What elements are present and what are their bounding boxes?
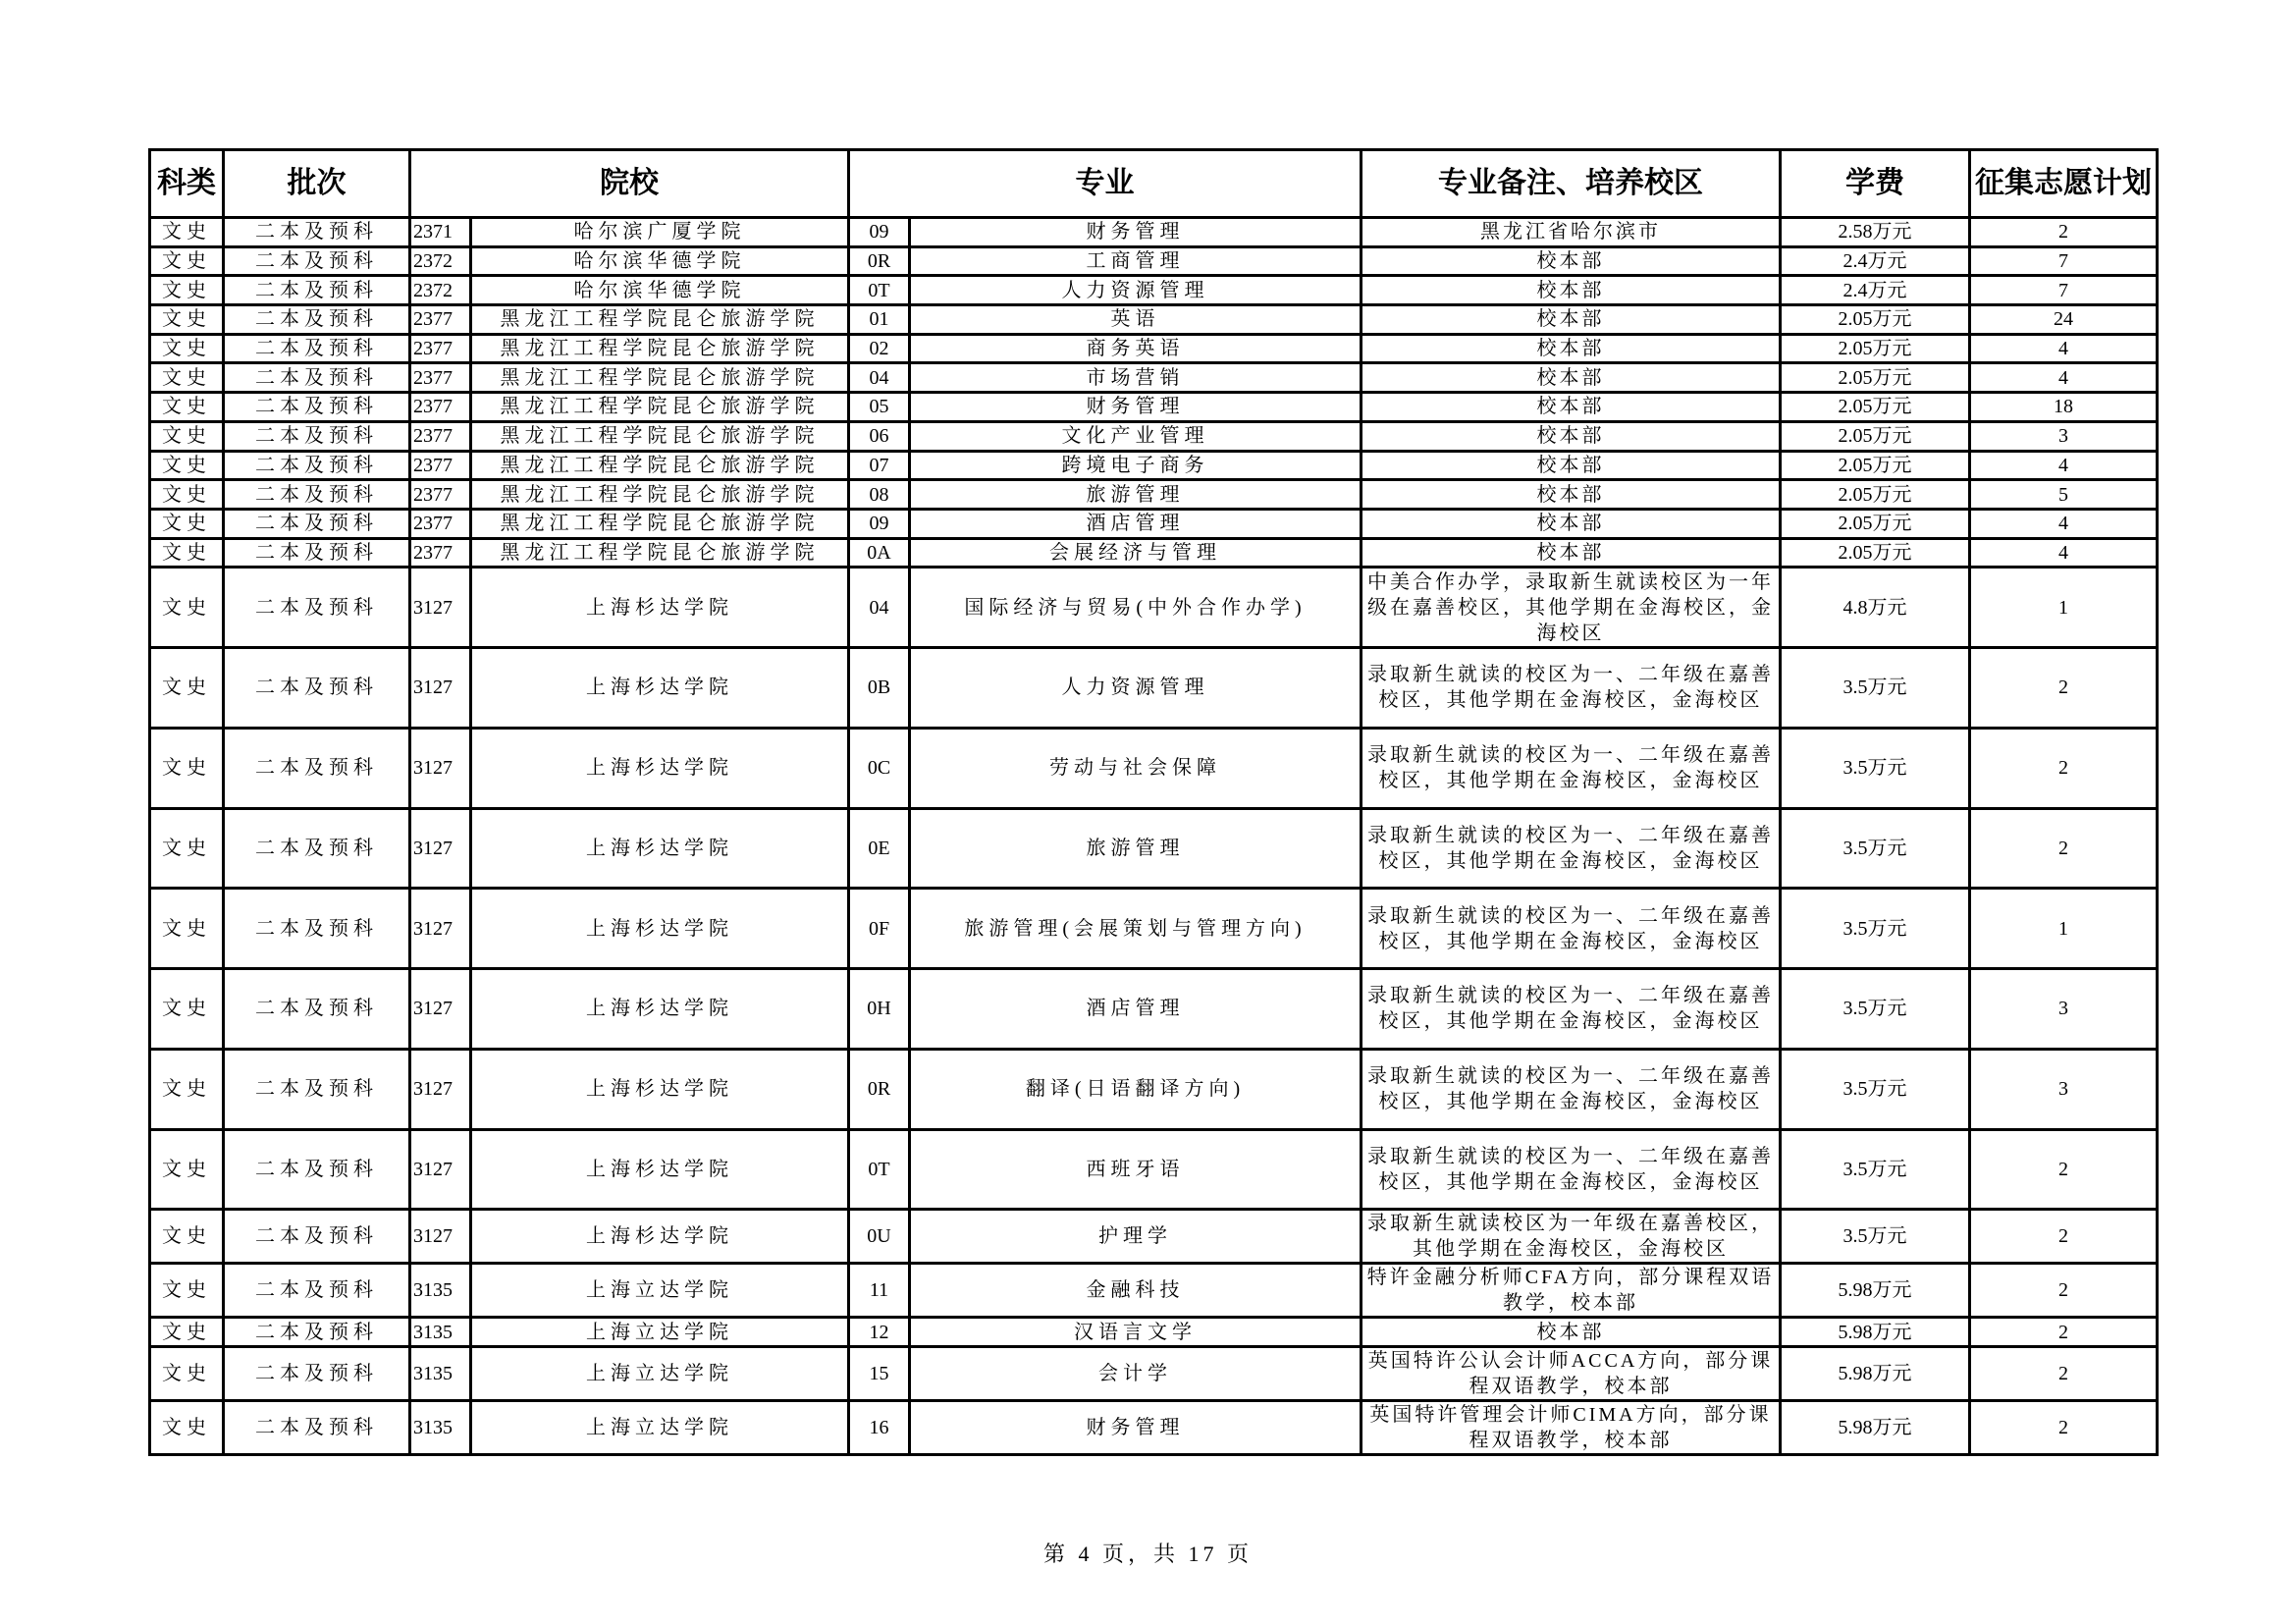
cell-major-name: 旅游管理(会展策划与管理方向) — [910, 889, 1362, 969]
cell-batch: 二本及预科 — [224, 808, 410, 889]
cell-tuition: 2.58万元 — [1781, 218, 1970, 247]
cell-batch: 二本及预科 — [224, 889, 410, 969]
cell-major-name: 会计学 — [910, 1346, 1362, 1400]
cell-major-code: 08 — [849, 480, 910, 510]
cell-school-name: 上海立达学院 — [471, 1318, 849, 1347]
cell-school-name: 黑龙江工程学院昆仑旅游学院 — [471, 538, 849, 568]
cell-school-name: 上海立达学院 — [471, 1400, 849, 1454]
cell-batch: 二本及预科 — [224, 509, 410, 538]
cell-note: 英国特许公认会计师ACCA方向，部分课程双语教学，校本部 — [1362, 1346, 1781, 1400]
cell-category: 文史 — [150, 648, 224, 729]
cell-plan: 3 — [1970, 421, 2158, 451]
cell-major-code: 16 — [849, 1400, 910, 1454]
cell-tuition: 2.05万元 — [1781, 480, 1970, 510]
table-body — [150, 218, 2158, 1455]
cell-school-code: 2372 — [410, 276, 471, 305]
cell-school-code: 2371 — [410, 218, 471, 247]
cell-plan: 4 — [1970, 334, 2158, 363]
cell-category: 文史 — [150, 509, 224, 538]
cell-school-code: 2377 — [410, 538, 471, 568]
cell-batch: 二本及预科 — [224, 451, 410, 480]
cell-major-name: 国际经济与贸易(中外合作办学) — [910, 568, 1362, 648]
cell-major-name: 酒店管理 — [910, 509, 1362, 538]
cell-school-code: 2372 — [410, 246, 471, 276]
cell-tuition: 5.98万元 — [1781, 1400, 1970, 1454]
cell-category: 文史 — [150, 538, 224, 568]
cell-plan: 4 — [1970, 363, 2158, 393]
cell-school-code: 2377 — [410, 451, 471, 480]
cell-tuition: 3.5万元 — [1781, 808, 1970, 889]
cell-major-name: 酒店管理 — [910, 969, 1362, 1050]
cell-school-code: 2377 — [410, 334, 471, 363]
cell-major-code: 09 — [849, 218, 910, 247]
cell-major-code: 02 — [849, 334, 910, 363]
cell-note: 录取新生就读的校区为一、二年级在嘉善校区，其他学期在金海校区，金海校区 — [1362, 969, 1781, 1050]
cell-school-code: 2377 — [410, 480, 471, 510]
cell-school-name: 上海杉达学院 — [471, 728, 849, 808]
cell-plan: 2 — [1970, 1264, 2158, 1318]
cell-tuition: 3.5万元 — [1781, 1129, 1970, 1210]
cell-school-code: 3127 — [410, 1129, 471, 1210]
cell-tuition: 5.98万元 — [1781, 1264, 1970, 1318]
table-row — [150, 276, 2158, 305]
page-number: 第 4 页，共 17 页 — [1042, 1542, 1253, 1566]
cell-plan: 2 — [1970, 728, 2158, 808]
cell-tuition: 4.8万元 — [1781, 568, 1970, 648]
cell-plan: 18 — [1970, 393, 2158, 422]
cell-category: 文史 — [150, 218, 224, 247]
cell-major-code: 11 — [849, 1264, 910, 1318]
cell-note: 录取新生就读的校区为一、二年级在嘉善校区，其他学期在金海校区，金海校区 — [1362, 728, 1781, 808]
cell-batch: 二本及预科 — [224, 1049, 410, 1129]
cell-note: 校本部 — [1362, 480, 1781, 510]
enrollment-table — [148, 148, 2159, 1456]
cell-note: 英国特许管理会计师CIMA方向，部分课程双语教学，校本部 — [1362, 1400, 1781, 1454]
cell-category: 文史 — [150, 1318, 224, 1347]
cell-school-code: 3135 — [410, 1400, 471, 1454]
cell-school-code: 2377 — [410, 509, 471, 538]
cell-note: 录取新生就读的校区为一、二年级在嘉善校区，其他学期在金海校区，金海校区 — [1362, 808, 1781, 889]
cell-plan: 24 — [1970, 305, 2158, 335]
cell-note: 录取新生就读的校区为一、二年级在嘉善校区，其他学期在金海校区，金海校区 — [1362, 1129, 1781, 1210]
cell-tuition: 2.05万元 — [1781, 393, 1970, 422]
cell-major-code: 0B — [849, 648, 910, 729]
table-row — [150, 480, 2158, 510]
header-school: 院校 — [410, 150, 849, 218]
cell-major-code: 04 — [849, 568, 910, 648]
cell-tuition: 3.5万元 — [1781, 1049, 1970, 1129]
cell-school-name: 上海杉达学院 — [471, 889, 849, 969]
cell-batch: 二本及预科 — [224, 1264, 410, 1318]
cell-plan: 5 — [1970, 480, 2158, 510]
cell-batch: 二本及预科 — [224, 1318, 410, 1347]
table-row — [150, 363, 2158, 393]
cell-school-code: 3135 — [410, 1264, 471, 1318]
cell-major-code: 0H — [849, 969, 910, 1050]
cell-major-code: 0U — [849, 1210, 910, 1264]
cell-batch: 二本及预科 — [224, 1400, 410, 1454]
cell-batch: 二本及预科 — [224, 421, 410, 451]
cell-plan: 4 — [1970, 538, 2158, 568]
cell-batch: 二本及预科 — [224, 1129, 410, 1210]
cell-school-name: 哈尔滨华德学院 — [471, 246, 849, 276]
cell-category: 文史 — [150, 451, 224, 480]
cell-major-name: 商务英语 — [910, 334, 1362, 363]
cell-note: 校本部 — [1362, 421, 1781, 451]
cell-plan: 3 — [1970, 1049, 2158, 1129]
cell-note: 校本部 — [1362, 363, 1781, 393]
cell-tuition: 3.5万元 — [1781, 1210, 1970, 1264]
cell-plan: 1 — [1970, 889, 2158, 969]
cell-tuition: 5.98万元 — [1781, 1346, 1970, 1400]
cell-major-name: 翻译(日语翻译方向) — [910, 1049, 1362, 1129]
cell-major-name: 劳动与社会保障 — [910, 728, 1362, 808]
cell-note: 录取新生就读的校区为一、二年级在嘉善校区，其他学期在金海校区，金海校区 — [1362, 889, 1781, 969]
cell-school-name: 哈尔滨华德学院 — [471, 276, 849, 305]
cell-batch: 二本及预科 — [224, 363, 410, 393]
cell-tuition: 2.4万元 — [1781, 276, 1970, 305]
cell-category: 文史 — [150, 480, 224, 510]
table-row — [150, 538, 2158, 568]
table-header-row — [150, 150, 2158, 218]
table-row — [150, 568, 2158, 648]
cell-school-name: 黑龙江工程学院昆仑旅游学院 — [471, 393, 849, 422]
cell-note: 校本部 — [1362, 451, 1781, 480]
cell-tuition: 3.5万元 — [1781, 728, 1970, 808]
cell-batch: 二本及预科 — [224, 393, 410, 422]
cell-batch: 二本及预科 — [224, 276, 410, 305]
cell-plan: 7 — [1970, 246, 2158, 276]
cell-plan: 2 — [1970, 1210, 2158, 1264]
cell-batch: 二本及预科 — [224, 969, 410, 1050]
cell-major-name: 人力资源管理 — [910, 648, 1362, 729]
header-note: 专业备注、培养校区 — [1362, 150, 1781, 218]
cell-school-name: 黑龙江工程学院昆仑旅游学院 — [471, 480, 849, 510]
cell-school-code: 3127 — [410, 808, 471, 889]
header-major: 专业 — [849, 150, 1362, 218]
cell-plan: 2 — [1970, 1129, 2158, 1210]
cell-category: 文史 — [150, 305, 224, 335]
table-row — [150, 808, 2158, 889]
cell-school-name: 黑龙江工程学院昆仑旅游学院 — [471, 334, 849, 363]
cell-plan: 2 — [1970, 1400, 2158, 1454]
cell-major-name: 跨境电子商务 — [910, 451, 1362, 480]
table-row — [150, 1400, 2158, 1454]
table-row — [150, 393, 2158, 422]
table-row — [150, 1049, 2158, 1129]
cell-category: 文史 — [150, 1346, 224, 1400]
table-row — [150, 648, 2158, 729]
table-row — [150, 218, 2158, 247]
cell-school-name: 上海杉达学院 — [471, 808, 849, 889]
cell-major-name: 市场营销 — [910, 363, 1362, 393]
cell-note: 校本部 — [1362, 1318, 1781, 1347]
cell-note: 校本部 — [1362, 276, 1781, 305]
cell-major-code: 06 — [849, 421, 910, 451]
table-row — [150, 1129, 2158, 1210]
cell-batch: 二本及预科 — [224, 246, 410, 276]
cell-school-code: 3127 — [410, 889, 471, 969]
cell-note: 校本部 — [1362, 393, 1781, 422]
cell-school-code: 3135 — [410, 1318, 471, 1347]
cell-tuition: 2.4万元 — [1781, 246, 1970, 276]
cell-major-name: 工商管理 — [910, 246, 1362, 276]
cell-category: 文史 — [150, 1129, 224, 1210]
cell-school-code: 2377 — [410, 421, 471, 451]
cell-tuition: 2.05万元 — [1781, 363, 1970, 393]
cell-category: 文史 — [150, 1400, 224, 1454]
table-row — [150, 246, 2158, 276]
cell-school-code: 2377 — [410, 305, 471, 335]
cell-school-name: 上海立达学院 — [471, 1264, 849, 1318]
cell-tuition: 2.05万元 — [1781, 305, 1970, 335]
cell-category: 文史 — [150, 334, 224, 363]
cell-tuition: 2.05万元 — [1781, 451, 1970, 480]
cell-major-name: 旅游管理 — [910, 480, 1362, 510]
cell-major-name: 汉语言文学 — [910, 1318, 1362, 1347]
cell-tuition: 2.05万元 — [1781, 421, 1970, 451]
cell-major-name: 文化产业管理 — [910, 421, 1362, 451]
cell-tuition: 2.05万元 — [1781, 334, 1970, 363]
cell-tuition: 3.5万元 — [1781, 889, 1970, 969]
table-row — [150, 1346, 2158, 1400]
cell-plan: 2 — [1970, 1346, 2158, 1400]
cell-batch: 二本及预科 — [224, 728, 410, 808]
cell-plan: 2 — [1970, 808, 2158, 889]
cell-note: 校本部 — [1362, 509, 1781, 538]
cell-note: 校本部 — [1362, 305, 1781, 335]
cell-school-name: 上海立达学院 — [471, 1346, 849, 1400]
cell-major-name: 西班牙语 — [910, 1129, 1362, 1210]
cell-school-name: 黑龙江工程学院昆仑旅游学院 — [471, 363, 849, 393]
cell-school-code: 3127 — [410, 728, 471, 808]
cell-note: 黑龙江省哈尔滨市 — [1362, 218, 1781, 247]
table-row — [150, 889, 2158, 969]
cell-note: 中美合作办学，录取新生就读校区为一年级在嘉善校区，其他学期在金海校区，金海校区 — [1362, 568, 1781, 648]
cell-category: 文史 — [150, 1049, 224, 1129]
cell-plan: 7 — [1970, 276, 2158, 305]
cell-major-code: 0R — [849, 1049, 910, 1129]
header-plan: 征集志愿计划 — [1970, 150, 2158, 218]
cell-major-code: 0A — [849, 538, 910, 568]
cell-category: 文史 — [150, 969, 224, 1050]
cell-batch: 二本及预科 — [224, 1346, 410, 1400]
cell-note: 特许金融分析师CFA方向，部分课程双语教学，校本部 — [1362, 1264, 1781, 1318]
cell-batch: 二本及预科 — [224, 334, 410, 363]
cell-school-code: 3127 — [410, 648, 471, 729]
cell-tuition: 5.98万元 — [1781, 1318, 1970, 1347]
cell-major-name: 金融科技 — [910, 1264, 1362, 1318]
cell-school-name: 上海杉达学院 — [471, 1129, 849, 1210]
cell-batch: 二本及预科 — [224, 480, 410, 510]
cell-category: 文史 — [150, 1210, 224, 1264]
cell-school-code: 3135 — [410, 1346, 471, 1400]
cell-category: 文史 — [150, 246, 224, 276]
cell-major-name: 旅游管理 — [910, 808, 1362, 889]
cell-plan: 2 — [1970, 218, 2158, 247]
cell-tuition: 2.05万元 — [1781, 509, 1970, 538]
cell-major-code: 0T — [849, 1129, 910, 1210]
cell-major-code: 07 — [849, 451, 910, 480]
cell-tuition: 3.5万元 — [1781, 969, 1970, 1050]
cell-major-code: 12 — [849, 1318, 910, 1347]
cell-school-code: 2377 — [410, 393, 471, 422]
cell-school-name: 黑龙江工程学院昆仑旅游学院 — [471, 305, 849, 335]
cell-school-name: 上海杉达学院 — [471, 1210, 849, 1264]
table-row — [150, 1210, 2158, 1264]
cell-major-name: 护理学 — [910, 1210, 1362, 1264]
cell-major-name: 人力资源管理 — [910, 276, 1362, 305]
cell-note: 校本部 — [1362, 334, 1781, 363]
cell-school-code: 3127 — [410, 1210, 471, 1264]
cell-major-code: 05 — [849, 393, 910, 422]
cell-major-code: 15 — [849, 1346, 910, 1400]
cell-plan: 4 — [1970, 451, 2158, 480]
cell-note: 录取新生就读的校区为一、二年级在嘉善校区，其他学期在金海校区，金海校区 — [1362, 648, 1781, 729]
cell-category: 文史 — [150, 276, 224, 305]
cell-batch: 二本及预科 — [224, 305, 410, 335]
header-batch: 批次 — [224, 150, 410, 218]
cell-category: 文史 — [150, 568, 224, 648]
cell-note: 录取新生就读校区为一年级在嘉善校区，其他学期在金海校区，金海校区 — [1362, 1210, 1781, 1264]
table-row — [150, 305, 2158, 335]
table-row — [150, 728, 2158, 808]
cell-school-name: 黑龙江工程学院昆仑旅游学院 — [471, 451, 849, 480]
table-row — [150, 421, 2158, 451]
cell-school-code: 3127 — [410, 969, 471, 1050]
cell-major-name: 会展经济与管理 — [910, 538, 1362, 568]
table-row — [150, 509, 2158, 538]
header-category: 科类 — [150, 150, 224, 218]
cell-category: 文史 — [150, 363, 224, 393]
cell-plan: 2 — [1970, 1318, 2158, 1347]
cell-note: 校本部 — [1362, 538, 1781, 568]
cell-category: 文史 — [150, 889, 224, 969]
cell-school-code: 3127 — [410, 1049, 471, 1129]
cell-school-name: 上海杉达学院 — [471, 568, 849, 648]
cell-school-name: 上海杉达学院 — [471, 1049, 849, 1129]
cell-major-name: 财务管理 — [910, 1400, 1362, 1454]
cell-school-name: 上海杉达学院 — [471, 648, 849, 729]
cell-major-code: 0R — [849, 246, 910, 276]
cell-tuition: 3.5万元 — [1781, 648, 1970, 729]
table-row — [150, 1318, 2158, 1347]
cell-major-name: 财务管理 — [910, 393, 1362, 422]
cell-school-code: 2377 — [410, 363, 471, 393]
table-row — [150, 969, 2158, 1050]
cell-batch: 二本及预科 — [224, 538, 410, 568]
cell-batch: 二本及预科 — [224, 1210, 410, 1264]
cell-school-name: 哈尔滨广厦学院 — [471, 218, 849, 247]
cell-category: 文史 — [150, 421, 224, 451]
cell-major-name: 财务管理 — [910, 218, 1362, 247]
cell-major-code: 0F — [849, 889, 910, 969]
cell-major-code: 0C — [849, 728, 910, 808]
cell-major-code: 01 — [849, 305, 910, 335]
cell-plan: 1 — [1970, 568, 2158, 648]
cell-major-code: 0E — [849, 808, 910, 889]
cell-school-code: 3127 — [410, 568, 471, 648]
cell-note: 校本部 — [1362, 246, 1781, 276]
table-row — [150, 1264, 2158, 1318]
cell-plan: 3 — [1970, 969, 2158, 1050]
cell-major-name: 英语 — [910, 305, 1362, 335]
cell-batch: 二本及预科 — [224, 568, 410, 648]
cell-category: 文史 — [150, 393, 224, 422]
cell-tuition: 2.05万元 — [1781, 538, 1970, 568]
cell-batch: 二本及预科 — [224, 218, 410, 247]
cell-major-code: 04 — [849, 363, 910, 393]
cell-major-code: 09 — [849, 509, 910, 538]
cell-major-code: 0T — [849, 276, 910, 305]
cell-batch: 二本及预科 — [224, 648, 410, 729]
cell-category: 文史 — [150, 808, 224, 889]
cell-category: 文史 — [150, 728, 224, 808]
cell-plan: 4 — [1970, 509, 2158, 538]
header-tuition: 学费 — [1781, 150, 1970, 218]
cell-school-name: 黑龙江工程学院昆仑旅游学院 — [471, 509, 849, 538]
table-row — [150, 334, 2158, 363]
cell-school-name: 黑龙江工程学院昆仑旅游学院 — [471, 421, 849, 451]
cell-note: 录取新生就读的校区为一、二年级在嘉善校区，其他学期在金海校区，金海校区 — [1362, 1049, 1781, 1129]
cell-category: 文史 — [150, 1264, 224, 1318]
table-row — [150, 451, 2158, 480]
cell-school-name: 上海杉达学院 — [471, 969, 849, 1050]
cell-plan: 2 — [1970, 648, 2158, 729]
